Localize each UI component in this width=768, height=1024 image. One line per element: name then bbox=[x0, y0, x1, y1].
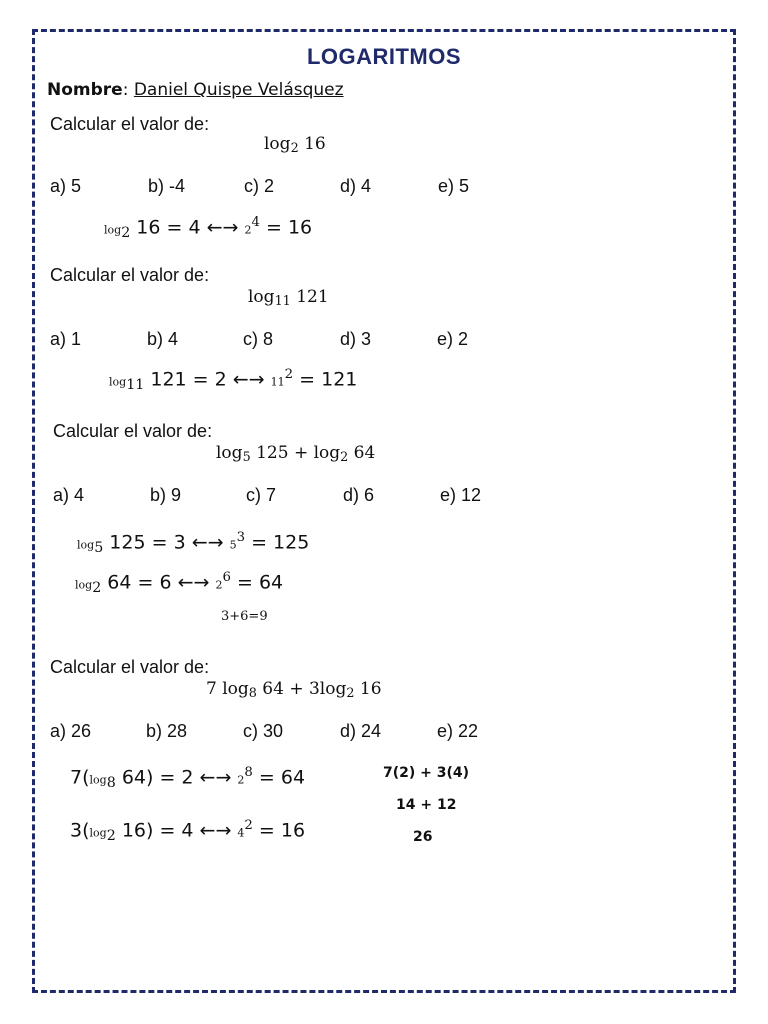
problem-2-solution: $\log_{11} 121 = 2$ ←→ $11^2 = 121$ bbox=[109, 367, 358, 393]
problem-2-expression: $\log_{11} 121$ bbox=[248, 287, 329, 310]
problem-3-option-b: b) 9 bbox=[150, 485, 182, 505]
problem-3-expression: $\log_5 125 + \log_2 64$ bbox=[216, 443, 376, 466]
problem-2-option-d: d) 3 bbox=[340, 329, 372, 349]
student-name: Daniel Quispe Velásquez bbox=[133, 80, 344, 100]
problem-4-option-e: e) 22 bbox=[437, 721, 479, 741]
name-label: Nombre bbox=[47, 80, 123, 100]
problem-2-option-a: a) 1 bbox=[50, 329, 82, 349]
problem-2-option-e: e) 2 bbox=[437, 329, 469, 349]
problem-4-option-c: c) 30 bbox=[243, 721, 284, 741]
problem-3-option-e: e) 12 bbox=[440, 485, 482, 505]
problem-4-calc-line-3: 26 bbox=[413, 829, 433, 845]
problem-4-option-d: d) 24 bbox=[340, 721, 382, 741]
problem-1-option-c: c) 2 bbox=[244, 176, 275, 196]
problem-3-solution-2: $\log_2 64 = 6$ ←→ $2^6 = 64$ bbox=[75, 570, 284, 596]
problem-4-calc-line-2: 14 + 12 bbox=[396, 797, 457, 813]
student-name-line: Nombre: Daniel Quispe Velásquez bbox=[47, 80, 344, 100]
problem-4-prompt: Calcular el valor de: bbox=[50, 657, 210, 677]
problem-3-sum: 3+6=9 bbox=[221, 609, 268, 624]
problem-4-option-b: b) 28 bbox=[146, 721, 188, 741]
problem-3-prompt: Calcular el valor de: bbox=[53, 421, 213, 441]
problem-4-expression: 7 $\log_8 64 + 3\log_2$ 16 bbox=[206, 679, 382, 702]
problem-4-solution-2: $3(\log_2$ 16) = 4 ←→ $4^2 = 16$ bbox=[70, 818, 306, 844]
problem-1-option-b: b) -4 bbox=[148, 176, 186, 196]
problem-1-option-e: e) 5 bbox=[438, 176, 470, 196]
problem-2-option-b: b) 4 bbox=[147, 329, 179, 349]
problem-1-option-d: d) 4 bbox=[340, 176, 372, 196]
problem-3-option-c: c) 7 bbox=[246, 485, 277, 505]
problem-3-option-a: a) 4 bbox=[53, 485, 85, 505]
problem-4-option-a: a) 26 bbox=[50, 721, 92, 741]
page-border bbox=[32, 29, 736, 993]
problem-2-option-c: c) 8 bbox=[243, 329, 274, 349]
page-title: LOGARITMOS bbox=[306, 44, 462, 69]
problem-2-prompt: Calcular el valor de: bbox=[50, 265, 210, 285]
problem-3-option-d: d) 6 bbox=[343, 485, 375, 505]
problem-1-expression: $\log_2 16$ bbox=[264, 134, 326, 157]
problem-1-option-a: a) 5 bbox=[50, 176, 82, 196]
problem-4-solution-1: $7(\log_8$ 64) = 2 ←→ $2^8 = 64$ bbox=[70, 765, 306, 791]
problem-1-prompt: Calcular el valor de: bbox=[50, 114, 210, 134]
problem-1-solution: $\log_2 16 = 4$ ←→ $2^4 = 16$ bbox=[104, 215, 313, 241]
problem-3-solution-1: $\log_5 125 = 3$ ←→ $5^3 = 125$ bbox=[77, 530, 310, 556]
problem-4-calc-line-1: 7(2) + 3(4) bbox=[383, 765, 470, 781]
